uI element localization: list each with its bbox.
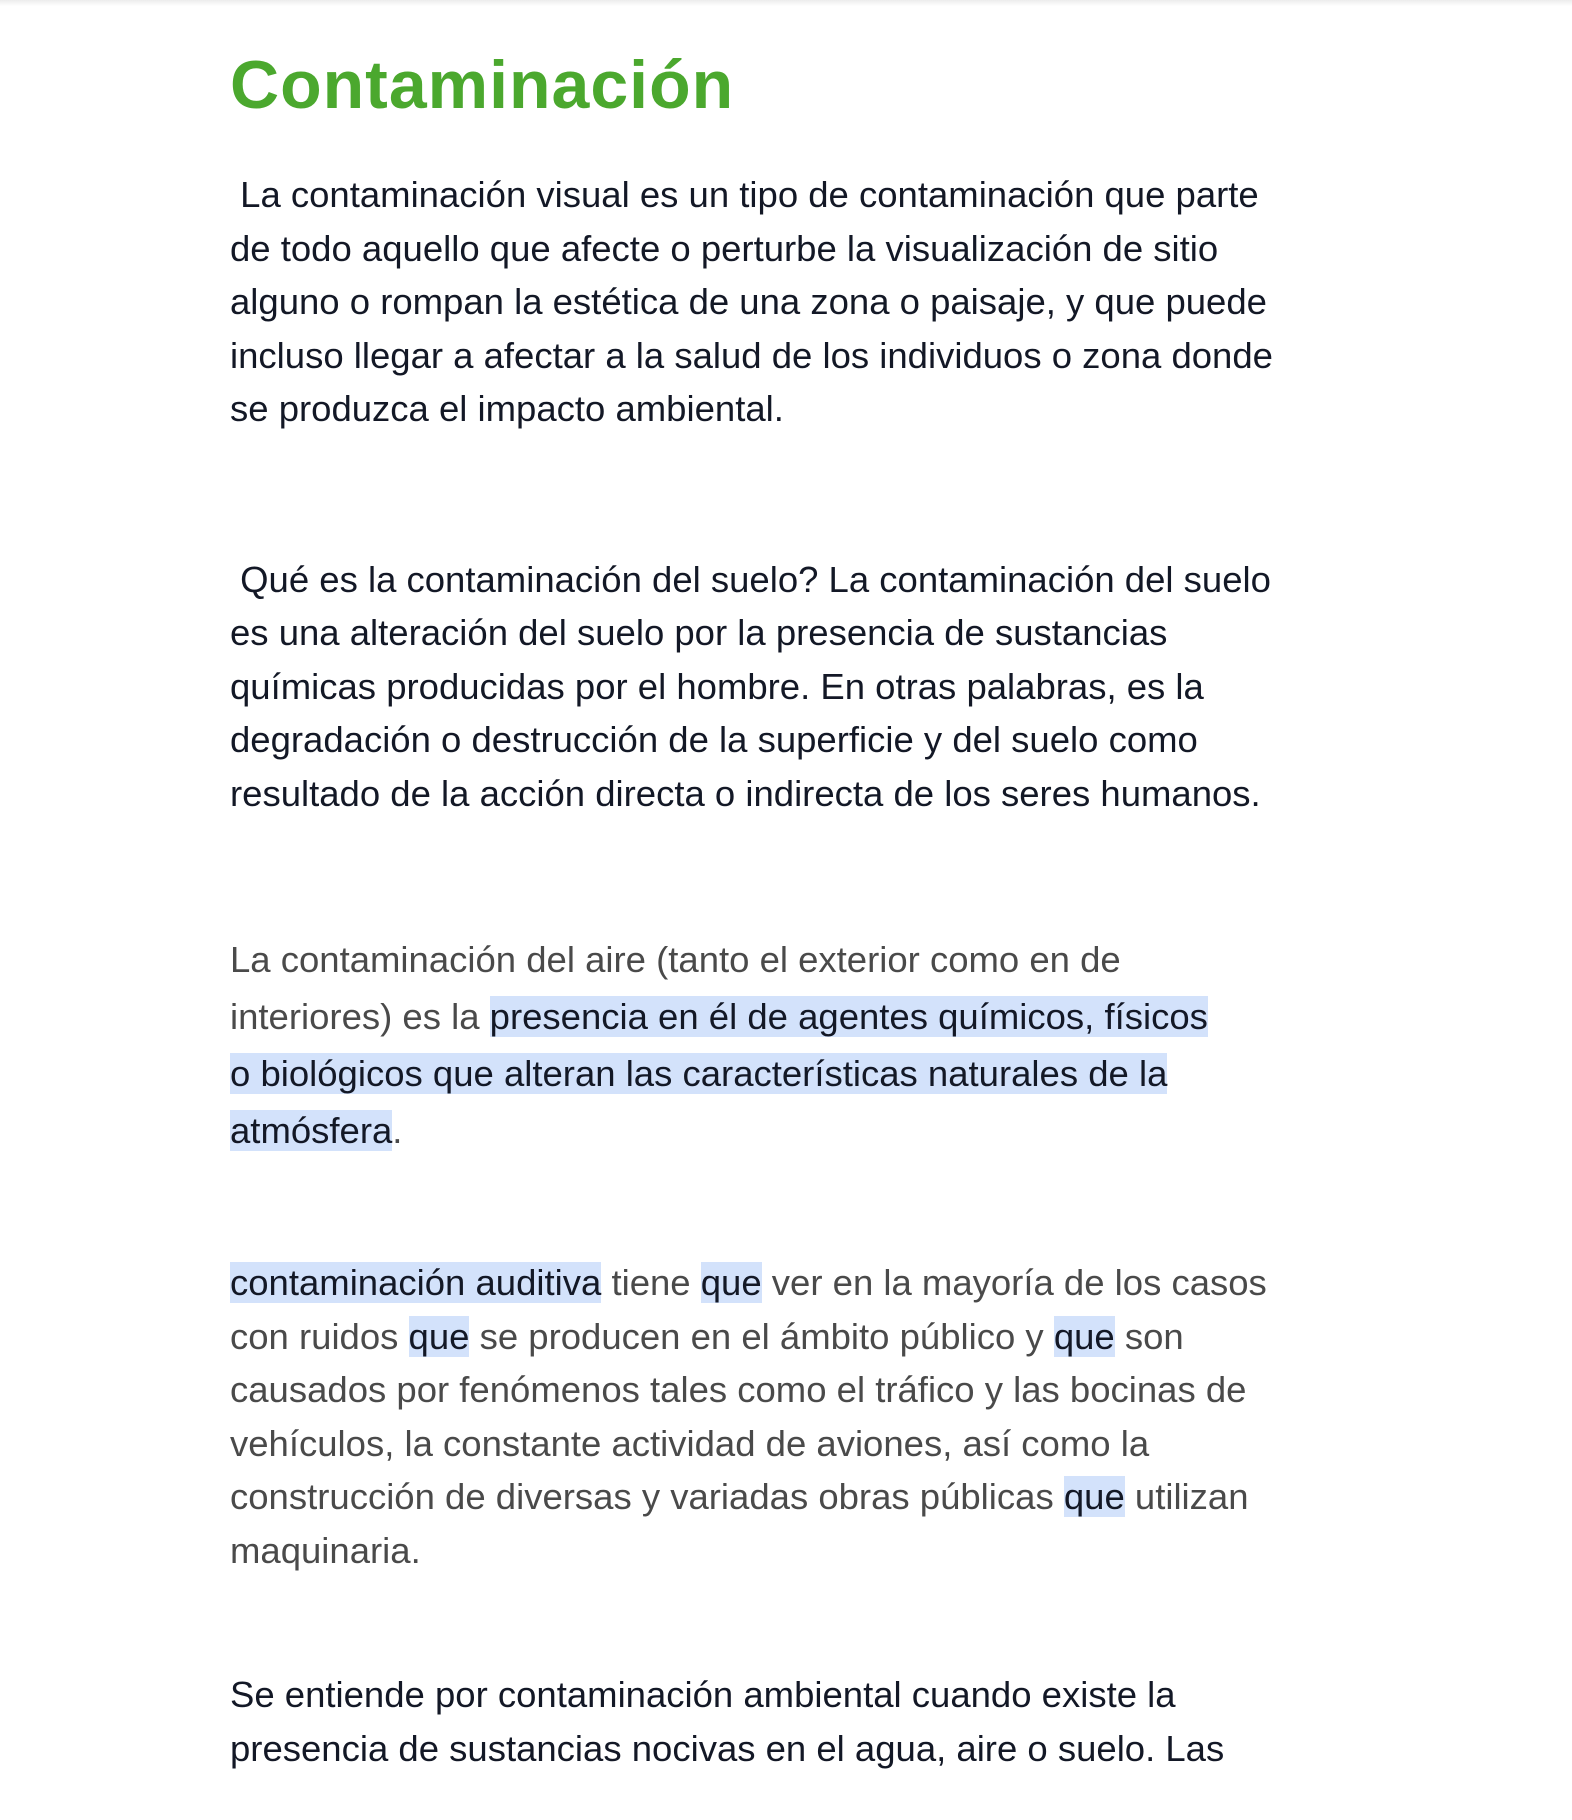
text-line: La contaminación del aire (tanto el exterior como en de xyxy=(230,939,1121,980)
paragraph-soil-pollution[interactable] xyxy=(230,553,1380,821)
paragraph-noise-pollution[interactable] xyxy=(230,1256,1380,1577)
text-line: resultado de la acción directa o indirecta de los seres humanos. xyxy=(230,772,1261,814)
highlighted-text: que xyxy=(1063,1476,1125,1517)
highlighted-text: que xyxy=(408,1315,470,1357)
text-line xyxy=(230,1102,1380,1159)
text-line: presencia de sustancias nocivas en el agua, aire o suelo. Las xyxy=(230,1727,1225,1769)
text-run: utilizan xyxy=(1124,1476,1249,1517)
text-line: químicas producidas por el hombre. En otras palabras, es la xyxy=(230,665,1204,707)
highlighted-text: atmósfera xyxy=(230,1110,393,1151)
text-line: incluso llegar a afectar a la salud de los individuos o zona donde xyxy=(230,334,1273,376)
text-line: es una alteración del suelo por la presencia de sustancias xyxy=(230,612,1168,653)
text-line xyxy=(230,988,1380,1045)
top-edge-shadow xyxy=(0,0,1572,6)
paragraph-environmental-pollution[interactable] xyxy=(230,1668,1380,1775)
text-line: La contaminación visual es un tipo de contaminación que parte xyxy=(230,174,1259,215)
text-line: alguno o rompan la estética de una zona o paisaje, y que puede xyxy=(230,281,1267,322)
text-line xyxy=(230,1470,1380,1524)
paragraph-visual-pollution[interactable] xyxy=(230,168,1380,436)
text-line: degradación o destrucción de la superficie y del suelo como xyxy=(230,719,1198,760)
highlighted-text: presencia en él de agentes químicos, físicos xyxy=(489,996,1208,1037)
text-run: interiores) es la xyxy=(230,996,490,1037)
highlighted-text: que xyxy=(700,1262,762,1303)
text-line xyxy=(230,1310,1380,1364)
document-page[interactable] xyxy=(230,40,1380,1775)
text-run: se producen en el ámbito público y xyxy=(469,1315,1054,1357)
text-line: maquinaria. xyxy=(230,1529,421,1571)
text-line: se produzca el impacto ambiental. xyxy=(230,388,784,429)
text-run: . xyxy=(392,1110,403,1151)
text-run: tiene xyxy=(601,1262,701,1303)
text-line: causados por fenómenos tales como el tráfico y las bocinas de xyxy=(230,1369,1247,1410)
text-line: vehículos, la constante actividad de aviones, así como la xyxy=(230,1422,1150,1464)
text-run: son xyxy=(1114,1315,1184,1357)
text-line xyxy=(230,1045,1380,1102)
highlighted-text: contaminación auditiva xyxy=(230,1262,602,1303)
document-title: Contaminación xyxy=(230,47,735,123)
highlighted-text: que xyxy=(1053,1315,1115,1357)
text-line: Se entiende por contaminación ambiental cuando existe la xyxy=(230,1674,1176,1715)
text-run: ver en la mayoría de los casos xyxy=(761,1262,1267,1303)
text-line xyxy=(230,1256,1380,1310)
highlighted-text: o biológicos que alteran las características naturales de la xyxy=(230,1053,1168,1094)
text-run: con ruidos xyxy=(230,1315,409,1357)
text-line: Qué es la contaminación del suelo? La contaminación del suelo xyxy=(230,558,1271,600)
paragraph-air-pollution[interactable] xyxy=(230,931,1380,1159)
text-line: de todo aquello que afecte o perturbe la visualización de sitio xyxy=(230,227,1219,269)
text-run: construcción de diversas y variadas obras públicas xyxy=(230,1476,1064,1517)
